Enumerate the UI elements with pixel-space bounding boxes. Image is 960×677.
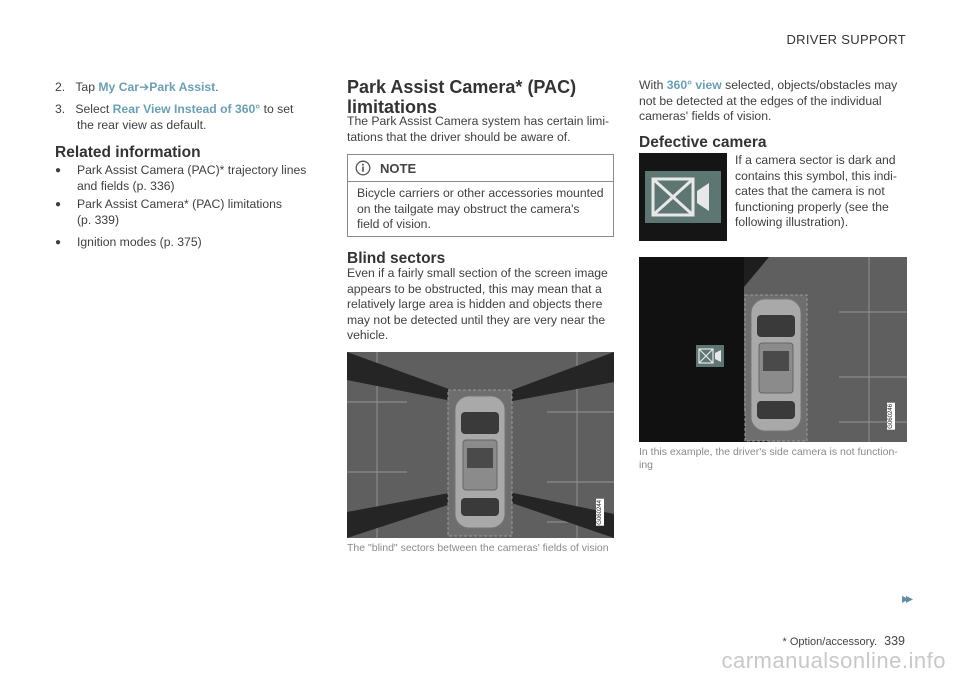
- related-item-line1: Park Assist Camera* (PAC) limitations: [77, 197, 282, 211]
- step-prefix: Select: [75, 102, 113, 116]
- text-line: vehicle.: [347, 328, 389, 343]
- text-suffix: selected, objects/obstacles may: [721, 78, 898, 92]
- watermark: carmanualsonline.info: [721, 648, 946, 673]
- step-number: 2.: [55, 80, 66, 94]
- park-assist-link[interactable]: Park Assist: [149, 80, 216, 94]
- option-note: * Option/accessory.: [782, 636, 878, 648]
- text-line: If a camera sector is dark and: [735, 153, 896, 167]
- text-line: appears to be obstructed, this may mean that a: [347, 281, 602, 296]
- step-prefix: Tap: [75, 80, 99, 94]
- section-title: DRIVER SUPPORT: [786, 32, 906, 47]
- caption-line: In this example, the driver's side camera is not function-: [639, 446, 898, 458]
- step-3-line2: the rear view as default.: [77, 118, 207, 132]
- page-number: 339: [884, 634, 905, 648]
- text-line: relatively large area is hidden and objects there: [347, 297, 603, 312]
- caption-line: ing: [639, 459, 654, 471]
- note-label: NOTE: [380, 161, 417, 176]
- text-line: may not be detected until they are very near the: [347, 312, 606, 327]
- rear-view-link[interactable]: Rear View Instead of 360°: [112, 102, 261, 116]
- text-prefix: With: [639, 78, 667, 92]
- text-line: contains this symbol, this indi-: [735, 168, 897, 183]
- defective-camera-symbol-image: [639, 153, 727, 241]
- blind-sectors-illustration: [347, 352, 614, 538]
- next-page-icon[interactable]: ▸▸: [901, 590, 910, 606]
- text-line: cameras' fields of vision.: [639, 109, 772, 124]
- bullet: ●: [55, 237, 62, 248]
- intro-line: tations that the driver should be aware of.: [347, 129, 571, 144]
- with-360-text: [639, 78, 909, 125]
- page-title: [347, 77, 576, 117]
- text-line: functioning properly (see the: [735, 199, 889, 214]
- image-code: G060244: [597, 500, 603, 525]
- related-item-line2: and fields (p. 336): [77, 178, 175, 193]
- image-code: G060246: [888, 404, 894, 429]
- step-number: 3.: [55, 102, 66, 116]
- defective-camera-heading: Defective camera: [639, 134, 767, 151]
- step-suffix: .: [215, 80, 219, 94]
- note-line: Bicycle carriers or other accessories mounted: [357, 186, 604, 200]
- related-item-line1: Ignition modes (p. 375): [77, 235, 202, 249]
- intro-line: The Park Assist Camera system has certain limi-: [347, 114, 610, 128]
- step-2: [55, 80, 315, 96]
- related-item[interactable]: [55, 235, 315, 251]
- bullet: ●: [55, 199, 62, 210]
- note-line: on the tailgate may obstruct the camera's: [357, 201, 580, 216]
- car-top-view-image: [347, 352, 614, 538]
- text-line: Even if a fairly small section of the screen image: [347, 266, 608, 280]
- image-caption: [639, 446, 909, 472]
- image-caption: The "blind" sectors between the cameras' fields of vision: [347, 542, 609, 554]
- page-title-line2: limitations: [347, 97, 438, 117]
- blind-sectors-text: [347, 266, 615, 344]
- defective-camera-illustration: [639, 257, 907, 442]
- step-suffix: to set: [260, 102, 294, 116]
- blind-sectors-heading: Blind sectors: [347, 250, 446, 267]
- defective-camera-text: [735, 153, 915, 231]
- note-box: [347, 154, 614, 237]
- related-item[interactable]: [55, 163, 315, 194]
- related-item-line2: (p. 339): [77, 212, 120, 227]
- related-heading: Related information: [55, 144, 201, 161]
- step-3: [55, 102, 315, 118]
- text-line: following illustration).: [735, 215, 849, 230]
- note-header: [348, 155, 613, 182]
- info-icon: [355, 160, 371, 176]
- footer: [783, 634, 905, 648]
- my-car-link[interactable]: My Car: [98, 80, 140, 94]
- related-item-line1: Park Assist Camera (PAC)* trajectory lines: [77, 163, 307, 177]
- related-item[interactable]: [55, 197, 315, 228]
- note-body: [348, 182, 613, 233]
- intro-text: [347, 114, 615, 145]
- text-line: [639, 78, 909, 94]
- page-title-line1: Park Assist Camera* (PAC): [347, 77, 577, 97]
- car-top-view-image: [639, 257, 907, 442]
- arrow-right-icon: ➔: [139, 80, 150, 94]
- camera-error-icon: [639, 153, 727, 241]
- 360-view-link[interactable]: 360° view: [666, 78, 722, 92]
- bullet: ●: [55, 165, 62, 176]
- note-line: field of vision.: [357, 217, 431, 232]
- text-line: cates that the camera is not: [735, 184, 885, 199]
- text-line: not be detected at the edges of the individual: [639, 93, 882, 108]
